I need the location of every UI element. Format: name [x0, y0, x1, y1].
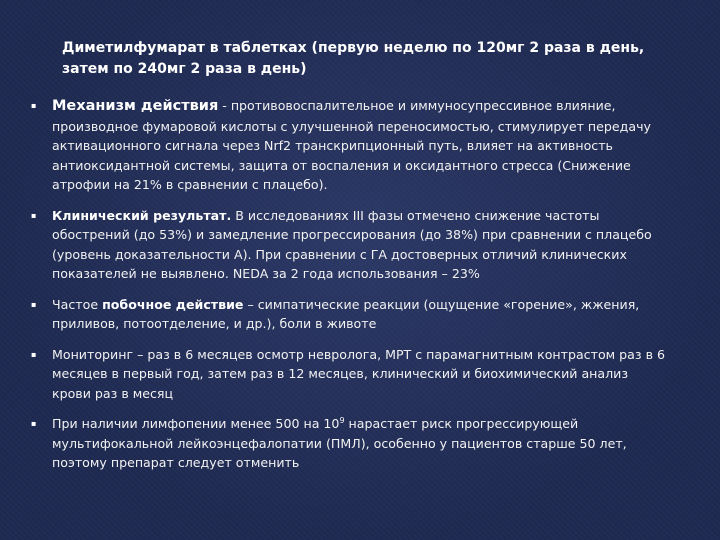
bullet-clinical-result	[30, 206, 670, 284]
slide-title: Диметилфумарат в таблетках (первую неделю по 120мг 2 раза в день, затем по 240мг 2 раза в день)	[62, 40, 645, 77]
small-square-bullet-icon: ▪	[31, 210, 37, 220]
bullet-text: В исследованиях III фазы отмечено снижение частоты обострений (до 53%) и замедление прогрессирования (до 38%) при сравнении с плацебо (уровень доказательности А). При сравнении с ГА достоверных отличий клинических показателей не выявлено. NEDA за 2 года использования – 23%	[52, 207, 652, 281]
bullet-side-effects	[30, 295, 670, 334]
bullet-text: нарастает риск прогрессирующей мультифокальной лейкоэнцефалопатии (ПМЛ), особенно у пациентов старше 50 лет, поэтому препарат следует отменить	[52, 416, 627, 470]
bullet-mechanism	[30, 96, 670, 195]
bullet-lead: Механизм действия	[52, 98, 219, 114]
bullet-monitoring	[30, 345, 670, 404]
small-square-bullet-icon: ▪	[31, 349, 37, 359]
bullet-text: Мониторинг – раз в 6 месяцев осмотр невролога, МРТ с парамагнитным контрастом раз в 6 месяцев в первый год, затем раз в 12 месяцев, клинический и биохимический анализ крови раз в месяц	[52, 346, 666, 401]
small-square-bullet-icon: ▪	[31, 299, 37, 309]
bullet-text: - противовоспалительное и иммуносупрессивное влияние, производное фумаровой кислоты с улучшенной переносимостью, стимулирует передачу активационного сигнала через Nrf2 транскрипционный путь, влияет на активность антиоксидантной системы, защита от воспаления и оксидантного стресса (Снижение атрофии на 21% в сравнении с плацебо).	[52, 98, 651, 192]
bullet-prefix: Частое	[52, 296, 103, 312]
small-square-bullet-icon: ▪	[31, 101, 37, 110]
small-square-bullet-icon: ▪	[31, 419, 37, 428]
bullet-list	[30, 96, 670, 484]
bullet-superscript: 9	[339, 415, 345, 425]
bullet-lead: побочное действие	[102, 296, 244, 312]
bullet-text: – симпатические реакции (ощущение «горение», жжения, приливов, потоотделение, и др.), боли в животе	[52, 296, 640, 331]
bullet-lead: Клинический результат.	[52, 207, 232, 223]
bullet-lymphopenia	[30, 414, 670, 473]
bullet-prefix: При наличии лимфопении менее 500 на 10	[52, 416, 340, 431]
